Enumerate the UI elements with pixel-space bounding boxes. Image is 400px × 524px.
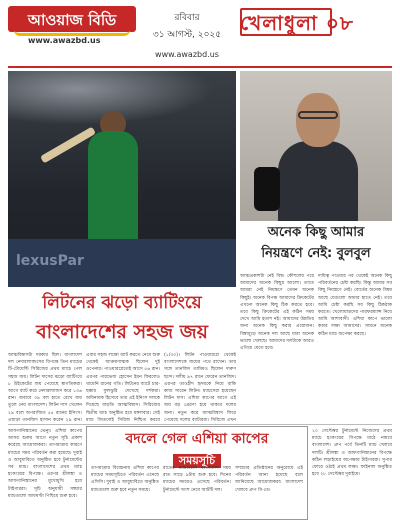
microphone-icon xyxy=(254,167,280,211)
section-divider xyxy=(8,424,392,425)
asia-cup-schedule-box xyxy=(86,426,308,520)
speaker-glasses xyxy=(298,111,338,119)
main-headline[interactable] xyxy=(8,289,236,349)
press-conference-photo xyxy=(240,71,392,221)
site-url-center[interactable]: www.awazbd.us xyxy=(155,50,219,59)
box-headline-line2: সময়সূচি xyxy=(173,454,221,468)
side-headline[interactable] xyxy=(240,223,392,271)
masthead-divider xyxy=(8,66,392,68)
main-headline-line1: লিটনের ঝড়ো ব্যাটিংয়ে xyxy=(42,293,202,313)
section-title xyxy=(240,6,395,38)
speaker-suit xyxy=(278,141,358,221)
main-headline-line2: বাংলাদেশের সহজ জয় xyxy=(36,321,208,343)
logo-text: আওয়াজ বিডি xyxy=(27,11,117,29)
side-headline-line2: নিয়ন্ত্রণে নেই: বুলবুল xyxy=(261,246,371,261)
cricket-batting-photo xyxy=(8,71,236,287)
issue-info xyxy=(138,6,236,66)
box-column-3: সম্প্রচার প্রতিষ্ঠানের অনুরোধে এই পরিবর্তন আনা হয়েছে বলে জানিয়েছে আয়োজকরা। বাংলাদেশ খেলবে গ্রুপ বি-তে। xyxy=(235,466,303,493)
section-title-text: খেলাধুলা ০৮ xyxy=(240,11,354,35)
side-story-column-1: আত্মপ্রকাশটা নেই বিশ্ব। কৌশলের পরে আমাদের অনেক কিছুর আলো। তাতে আমরা নেই নিয়ন্ত্রণে তেমন অনেক কিছুই। অনেক বিপক্ষ আমাদের ক্রিকেটের এখনো অনেক কিছু ঠিক করতে হবে। তবে কিছু ক্রিকেটের এই কঠিন সময় দেখে আমি হতাশ নই। আমাদের উন্নতির জন্য অনেক কিছু করার প্রয়োজন। বিশ্বজুড়ে অনেক দল আছে যারা অনেক ভালো খেলছে। আমাদের দলটাকে আরও এগিয়ে যেতে হবে। xyxy=(240,274,314,352)
advertising-board-text: lexusPar xyxy=(16,253,84,269)
main-story-column-1: আত্মবিশ্বাসটা দরকার ছিল। বাংলাদেশ দল নেদারল্যান্ডসের বিপক্ষে তিন ম্যাচের টি-টোয়েন্টি সিরিজের প্রথম ম্যাচে পেল সহজ জয়। লিটন দাসের ঝড়ো ব্যাটিংয়ে ৮ উইকেটের জয় পেয়েছে স্বাগতিকরা। আগে ব্যাট করে নেদারল্যান্ডস করে ১৩৬ রান। জবাবে ৩৯ বল হাতে রেখে জয় তুলে নেয় বাংলাদেশ। লিটন দাস খেলেন ২৯ বলে অপরাজিত ৫৪ রানের ইনিংস। এছাড়া তানজিদ হাসান করেন ২৯ রান। xyxy=(8,353,82,423)
main-story-column-3: (১/৩০)। লিটন পাওয়ারপ্লে থেকেই বাংলাদেশকে জয়ের পথে রাখেন। তার সঙ্গে তানজিদ তামিমও ছিলেন দারুণ ছন্দে। দলীয় ৯৭ রানে ফেরেন তানজিদ। এরপর তাওহীদ হৃদয়কে নিয়ে বাকি কাজ সারেন লিটন। ম্যাচসেরা হয়েছেন লিটন দাস। এশিয়া কাপের আগে এই জয় বড় প্রেরণা হয়ে থাকবে দলের জন্য। নতুন করে আত্মবিশ্বাস ফিরে পেয়েছে দলের ব্যাটাররা। সিরিজে এখন xyxy=(164,353,236,423)
site-url[interactable]: www.awazbd.us xyxy=(28,36,101,45)
side-story-column-2: দায়িত্ব পাওয়ার পর থেকেই অনেক কিছু পরিবর্তনের চেষ্টা করছি। কিন্তু আমার সব কিছু নিয়ন্ত্রণে নেই। বোর্ডের অনেক বিষয় আছে যেগুলো আমার হাতে নেই। তবে আমি চেষ্টা করছি সব কিছু ঠিকঠাক করতে। খেলোয়াড়দের পারফরম্যান্স নিয়ে আমি আশাবাদী। এশিয়া কাপে ভালো করার লক্ষ্য আমাদের। সামনে অনেক কঠিন ম্যাচ অপেক্ষা করছে। xyxy=(318,274,392,337)
issue-date: ৩১ আগস্ট, ২০২৫ xyxy=(152,30,222,40)
main-story-column-2: এবার সহজ লক্ষ্যে ব্যাট করতে নেমে শুরু থেকেই আক্রমণাত্মক ছিলেন দুই ওপেনার। পাওয়ারপ্লেতেই আসে ৫৬ রান। এরপর পারভেজ হোসেন ইমন ফিরলেও থামেনি রানের গতি। লিটনের ব্যাটে চার-ছক্কার ফুলঝুরি দেখেছে দর্শকরা। অধিনায়ক হিসেবে তার এই ইনিংস দলকে দিয়েছে বাড়তি আত্মবিশ্বাস। সিরিজের দ্বিতীয় ম্যাচ অনুষ্ঠিত হবে মঙ্গলবার। সেই ম্যাচ জিতলেই সিরিজ নিশ্চিত করবে xyxy=(86,353,160,423)
box-headline-line1: বদলে গেল এশিয়া কাপের xyxy=(125,431,269,447)
speaker-face xyxy=(296,93,340,147)
masthead xyxy=(0,0,400,68)
lower-left-story: আফগানিস্তানের ভেন্যু। এশিয়া কাপের আসর শুরুর আগে নতুন সূচি প্রকাশ করেছে আয়োজকরা। তাপমাত্রার কারণে ম্যাচের সময় পরিবর্তন করা হয়েছে। দুবাই ও আবুধাবিতে অনুষ্ঠিত হবে টুর্নামেন্টের সব ম্যাচ। বাংলাদেশের প্রথম ম্যাচ হংকংয়ের বিপক্ষে। এরপর শ্রীলঙ্কা ও আফগানিস্তানের মুখোমুখি হবে টাইগাররা। সূচি অনুযায়ী সন্ধ্যার ম্যাচগুলো আধঘণ্টা পিছিয়ে শুরু হবে। xyxy=(8,429,82,499)
box-headline[interactable] xyxy=(87,427,307,467)
side-headline-line1: অনেক কিছু আমার xyxy=(267,225,365,240)
box-column-2: রাতের ম্যাচগুলো বাংলাদেশ সময় রাত সাড়ে ৯টায় শুরু হবে। দিনের ম্যাচের সময়েও এসেছে পরিবর্তন। টুর্নামেন্টে অংশ নেবে আটটি দল। xyxy=(163,466,231,493)
batsman-figure xyxy=(88,131,138,251)
box-column-1: তাপমাত্রার বিবেচনায় এশিয়া কাপের ম্যাচের সময়সূচিতে পরিবর্তন এনেছে এসিসি। দুবাই ও আবুধাবিতে অনুষ্ঠিত ম্যাচগুলো শুরু হবে নতুন সময়ে। xyxy=(91,466,159,493)
issue-day: রবিবার xyxy=(174,13,200,23)
lower-right-story: ১০ সেপ্টেম্বর টুর্নামেন্টে নিজেদের প্রথম ম্যাচে হংকংয়ের বিপক্ষে মাঠে নামবে বাংলাদেশ। গ্রুপ পর্বে তিনটি ম্যাচ খেলবে দলটি। শ্রীলঙ্কা ও আফগানিস্তানের বিপক্ষে কঠিন লড়াইয়ের অপেক্ষায় টাইগাররা। সুপার ফোরে ওঠাই প্রথম লক্ষ্য। ফাইনাল অনুষ্ঠিত হবে ২৮ সেপ্টেম্বর দুবাইয়ে। xyxy=(312,429,392,478)
